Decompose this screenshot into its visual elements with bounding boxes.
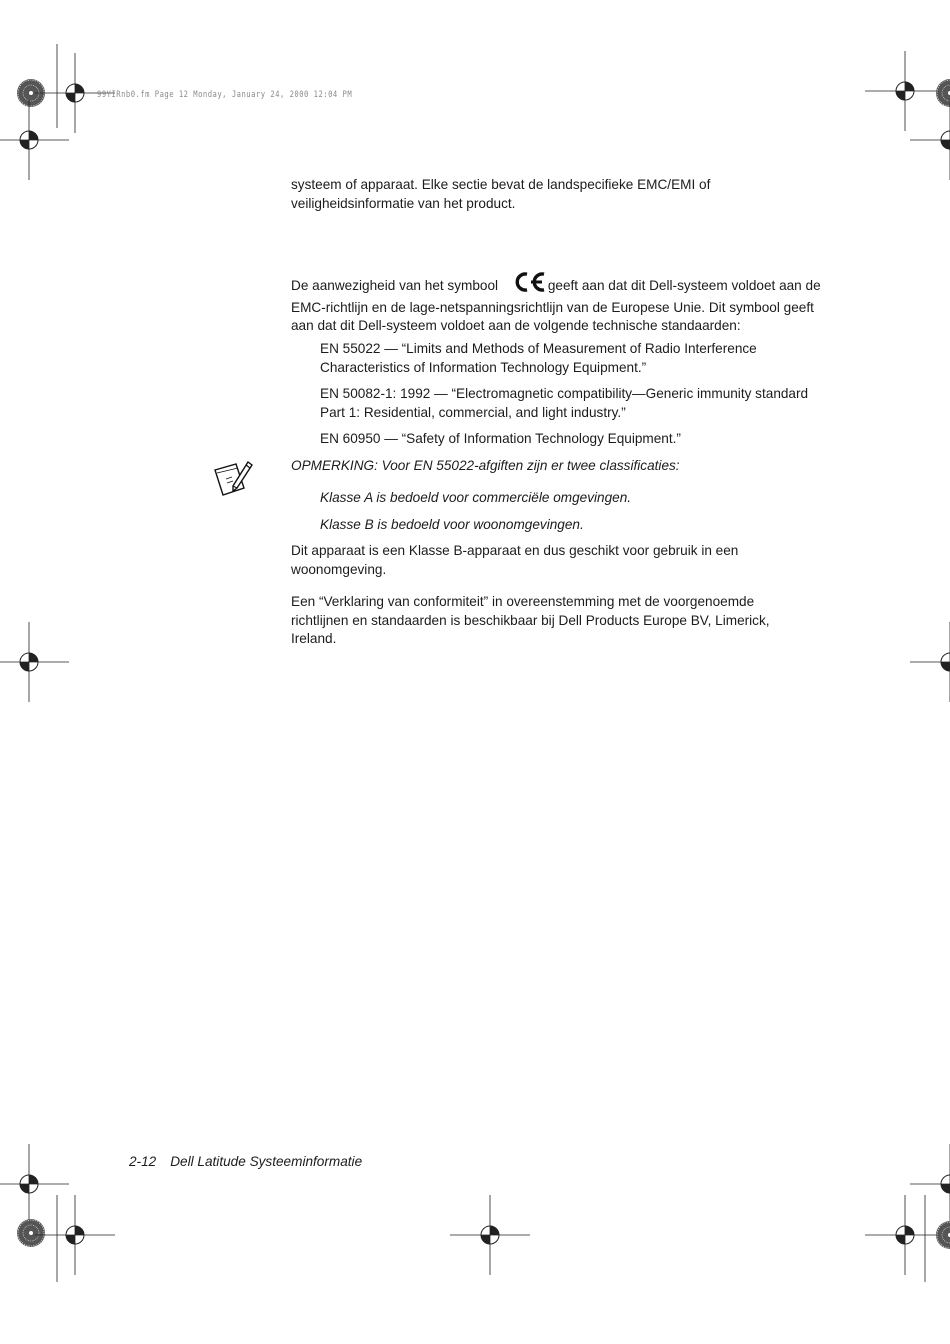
standard-item: EN 55022 — “Limits and Methods of Measurement of Radio Interference Characteristics of Information Technology Equipment.” bbox=[320, 341, 757, 375]
registration-target-icon bbox=[0, 622, 69, 702]
registration-target-icon bbox=[0, 100, 69, 180]
standard-item: EN 60950 — “Safety of Information Technology Equipment.” bbox=[320, 431, 681, 446]
conformity-paragraph: Een “Verklaring van conformiteit” in overeenstemming met de voorgenoemde richtlijnen en standaarden is beschikbaar bij Dell Products Europe BV, Limerick, Ireland. bbox=[291, 594, 770, 646]
note-pencil-icon bbox=[212, 458, 256, 500]
print-slug: 99YIRnb0.fm Page 12 Monday, January 24, 2000 12:04 PM bbox=[97, 90, 353, 100]
ce-text-before: De aanwezigheid van het symbool bbox=[291, 278, 499, 293]
printer-starburst-icon bbox=[17, 1219, 45, 1247]
page-footer bbox=[129, 1154, 362, 1169]
ce-mark-icon bbox=[512, 271, 546, 299]
registration-target-icon bbox=[865, 1195, 945, 1275]
printer-starburst-icon bbox=[936, 79, 950, 107]
registration-target-icon bbox=[450, 1195, 530, 1275]
ce-paragraph bbox=[291, 271, 821, 336]
standard-item: EN 50082-1: 1992 — “Electromagnetic compatibility—Generic immunity standard Part 1: Residential, commercial, and light industry.” bbox=[320, 386, 809, 420]
footer-title: Dell Latitude Systeeminformatie bbox=[170, 1154, 363, 1169]
registration-target-icon bbox=[0, 1144, 69, 1224]
device-class-paragraph: Dit apparaat is een Klasse B-apparaat en dus geschikt voor gebruik in een woonomgeving. bbox=[291, 543, 739, 577]
registration-target-icon bbox=[865, 51, 945, 131]
registration-target-icon bbox=[35, 1195, 115, 1275]
page-number: 2-12 bbox=[129, 1154, 157, 1169]
registration-target-icon bbox=[910, 1144, 950, 1224]
ce-text-after: geeft aan dat dit Dell-systeem voldoet aan de EMC-richtlijn en de lage-netspanningsrichtlijn van de Europese Unie. Dit symbool geeft aan dat dit Dell-systeem voldoet aan de volgende technische standaarden: bbox=[291, 278, 821, 333]
intro-paragraph: systeem of apparaat. Elke sectie bevat de landspecifieke EMC/EMI of veiligheidsinformatie van het product. bbox=[291, 177, 711, 211]
class-item: Klasse B is bedoeld voor woonomgevingen. bbox=[320, 517, 584, 532]
printer-starburst-icon bbox=[936, 1221, 950, 1249]
class-item: Klasse A is bedoeld voor commerciële omgevingen. bbox=[320, 490, 632, 505]
registration-target-icon bbox=[910, 100, 950, 180]
note-heading: OPMERKING: Voor EN 55022-afgiften zijn er twee classificaties: bbox=[291, 458, 680, 473]
registration-target-icon bbox=[910, 622, 950, 702]
